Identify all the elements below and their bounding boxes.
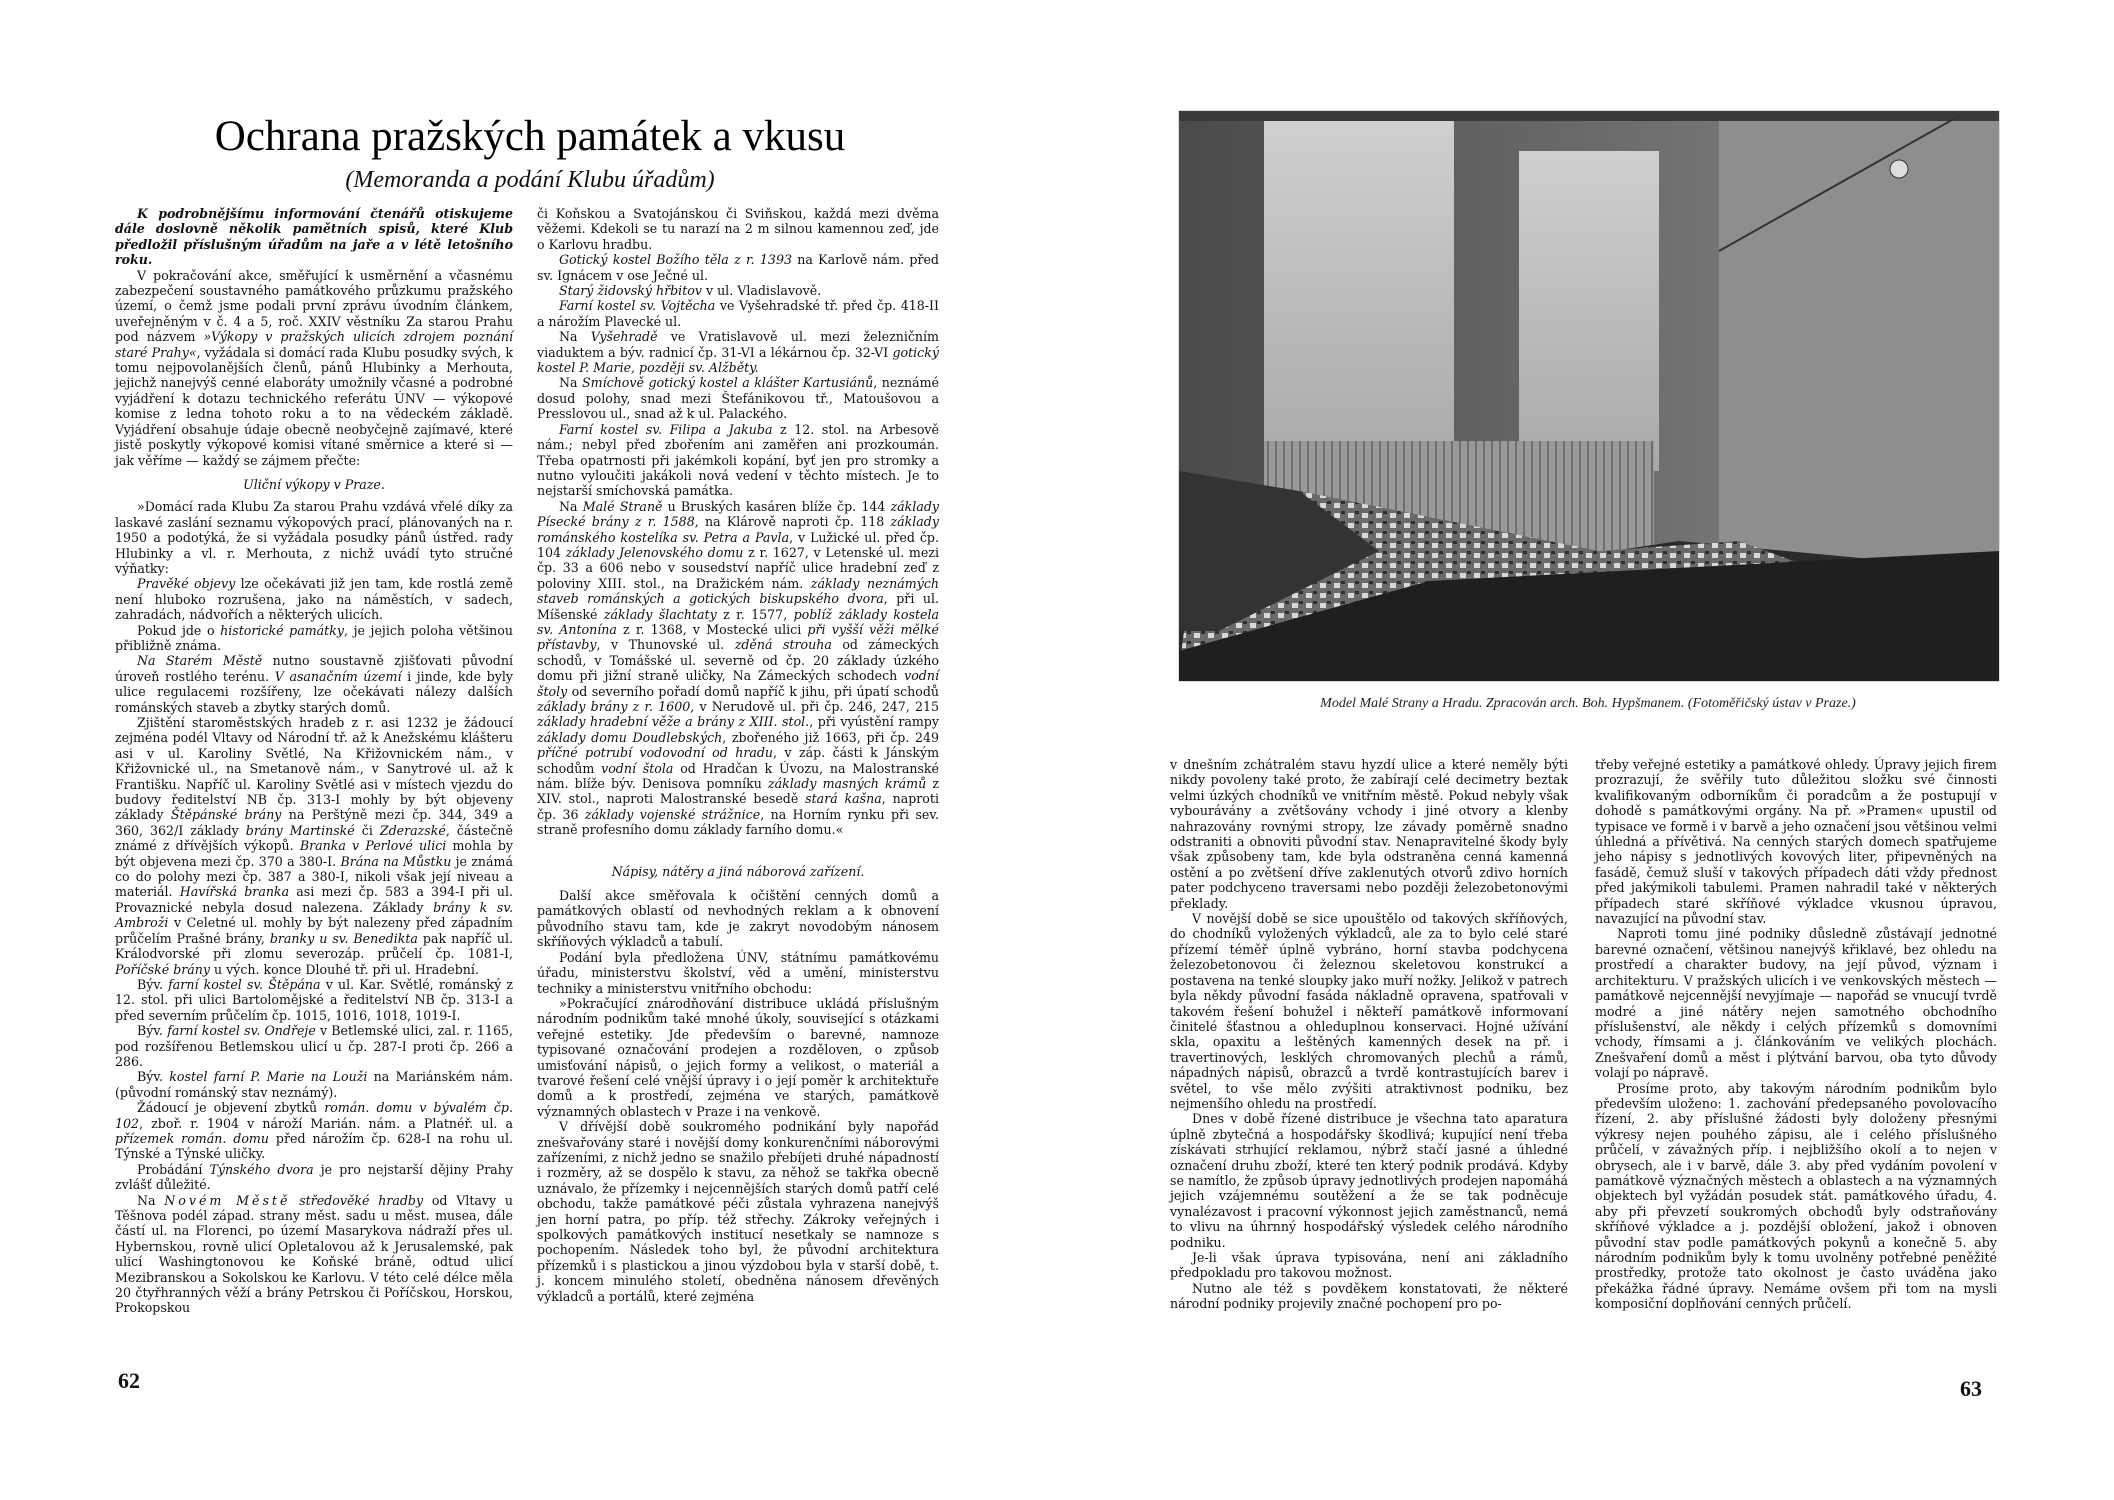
text-run: i jinde, kde byly ulice regulacemi rozšířeny, lze očekávati nálezy dalších románských staveb a zbytky starých domů. — [115, 668, 513, 715]
text-run: , neznámé dosud polohy, snad mezi Štefánikovou tř., Matoušovou a Presslovou ul., snad až k ul. Palackého. — [537, 375, 939, 422]
paragraph — [1595, 757, 1997, 926]
text-run: Prosíme proto, aby takovým národním podnikům bylo především uloženo: 1. zachování předepsaného povolovacího řízení, 2. aby příslušné žádosti byly doloženy přesnými výkresy nejen pouhého zápisu, ale i celého příslušného průčelí, v závažných příp. i nejbližšího okolí a to nejen v obrysech, ale i v barvě, dále 3. aby před vydáním povolení v památkově význačných městech a oblastech a na významných objektech byl vyžádán posudek stát. památkového úřadu, 4. aby při převzetí soukromých obchodů byly odstraňovány skříňové výkladce a j. pozdější obložení, jakož i obnoven původní stav podle památkových pokynů a konečně 5. aby národním podnikům byly k tomu uvolněny potřebné peněžité prostředky, protože tato okolnost je často uváděna jako překážka řádné úpravy. Nemáme ovšem při tom na mysli komposiční doplňování cenných průčelí. — [1595, 1080, 1997, 1312]
paragraph — [115, 268, 513, 468]
paragraph — [537, 422, 939, 499]
text-run: , zbořeného již 1663, při čp. 249 — [722, 729, 939, 745]
paragraph — [115, 977, 513, 1023]
text-run: na Karlově nám. před sv. Ignácem v ose Ječné ul. — [537, 252, 939, 283]
paragraph — [1170, 1250, 1568, 1281]
text-run: Uliční výkopy v Praze. — [243, 476, 385, 492]
italic-emphasis: Týnského dvora — [209, 1161, 314, 1177]
spaced-emphasis: Novém Městě — [164, 1192, 291, 1208]
text-run: »Domácí rada Klubu Za starou Prahu vzdává vřelé díky za laskavé zaslání seznamu výkopových prací, plánovaných na r. 1950 a podotýká, že si vyžádala posudky pánů ústřed. rady Hlubinky a vl. r. Merhouta, z nichž uvádí tyto stručné výňatky: — [115, 499, 513, 576]
text-run: Zjištění staroměstských hradeb z r. asi 1232 je žádoucí zejména podél Vltavy od Národní tř. až k Anežskému klášteru asi v ul. Karoliny Světlé, Na Křižovnickém nám., v Křižovnické ul., na Smetanově nám., v Sanytrové ul. až k Františku. Napříč ul. Karoliny Světlé asi v místech vjezdu do budovy ředitelství NB čp. 313-I mohly by být objeveny základy — [115, 715, 513, 823]
paragraph — [1170, 911, 1568, 1111]
italic-emphasis: základy masných krámů — [768, 776, 927, 792]
paragraph — [115, 653, 513, 715]
text-run: je pro nejstarší dějiny Prahy zvlášť důležité. — [115, 1161, 514, 1193]
section-heading — [537, 864, 939, 879]
text-run: ve Vyšehradské tř. před čp. 418-II a nárožím Plavecké ul. — [537, 298, 939, 329]
text-run: , zboř. r. 1904 v nároží Marián. nám. a Platnéř. ul. a — [139, 1115, 513, 1131]
text-run: Žádoucí je objevení zbytků — [137, 1100, 325, 1116]
text-run: , v Nerudově ul. při čp. 246, 247, 215 — [690, 699, 939, 714]
italic-emphasis: při vyšší věži mělké přístavby — [537, 621, 939, 653]
text-run: v dnešním zchátralém stavu hyzdí ulice a které neměly býti nikdy povoleny také proto, že zabírají celé decimetry beztak velmi úzkých chodníků ve vnitřním městě. Pokud nebyly však vybourávány a zvětšovány vchody i jiné otvory a klenby nahrazovány rovnými stropy, lze závady poměrně snadno odstraniti a obnoviti původní stav. Nenapravitelné škody byly však způsobeny tam, kde byla odstraněna cenná kamenná ostění a po zvětšení dříve zaklenutých otvorů zdivo horních pater podchyceno traversami nebo později železobetonovými překlady. — [1170, 757, 1568, 911]
text-run: na Mariánském nám. (původní románský stav neznámý). — [115, 1069, 513, 1100]
text-column-4 — [1595, 757, 1997, 1312]
paragraph — [1595, 1081, 1997, 1312]
text-run: Býv. — [137, 1023, 168, 1039]
text-run: na Perštýně mezi čp. 344, 349 a 360, 362/I základy — [115, 807, 513, 838]
italic-emphasis: Vyšehradě — [590, 329, 658, 345]
text-run: Na — [559, 498, 583, 514]
paragraph — [537, 996, 939, 1119]
text-run: Dnes v době řízené distribuce je všechna tato aparatura úplně zbytečná a hospodářsky škodlivá; kupující není třeba získávati strhující reklamou, nýbrž stačí jasné a úhledné označení druhu zboží, které ten který podnik prodává. Kdyby se namítlo, že způsob úpravy jednotlivých prodejen napomáhá jejich vzájemnému soutěžení a že se tak podněcuje vynalézavost i pracovní výkonnost jejich zaměstnanců, nemá to vlivu na úhrnný hospodářský výsledek celého národního podniku. — [1170, 1111, 1568, 1250]
italic-emphasis: farní kostel sv. Ondřeje — [167, 1023, 316, 1039]
text-run: od Hradčan k Úvozu, na Malostranské nám. blíže býv. Denisova pomníku — [537, 760, 940, 792]
paragraph — [1170, 1281, 1568, 1312]
italic-emphasis: základy domu Doudlebských — [537, 729, 723, 745]
text-run: V dřívější době soukromého podnikání byly napořád znešvařovány staré i novější domy konkurenčními náborovými zařízeními, z nichž jedno se snažilo přebíjeti druhé nápadností i rozměry, až se dospělo k stavu, za něhož se takřka obecně uznávalo, že přízemky i nejcennějších starých domů patří celé obchodu, takže památkové péči zůstala vyhrazena nanejvýš jen horní patra, po příp. též střechy. Zákroky veřejných i spolkových památkových institucí nesetkaly se namnoze s pochopením. Následek toho byl, že původní architektura přízemků i s plastickou a jinou výzdobou byla v starší době, t. j. koncem minulého století, obedněna nánosem dřevěných výkladců a portálů, které zejména — [537, 1119, 939, 1304]
paragraph — [537, 252, 939, 283]
text-run: od Vltavy u Těšnova podél západ. strany měst. sadu u měst. musea, dále částí ul. na Florenci, po území Masarykova nádraží přes ul. Hybernskou, rovně ulicí Opletalovou až k Jerusalemské, pak ulicí Washingtonovou ke Koňské bráně, odtud ulicí Mezibranskou a Sokolskou ke Karlovu. V této celé délce měla 20 čtyřhranných věží a brány Petrskou či Poříčskou, Horskou, Prokopskou — [115, 1192, 513, 1316]
text-run: V novější době se sice upouštělo od takových skříňových, do chodníků vyložených výkladců, ale za to bylo celé staré přízemí téměř úplně vybráno, horní stavba podchycena železobetonovou či železnou skeletovou konstrukcí a postavena na tenké sloupky jako muří nožky. Jelikož v patrech byla někdy původní fasáda nákladně opravena, spatřovali v takovém řešení bohužel i někteří památkově informovaní činitelé šťastnou a ohleduplnou konservaci. Hojné užívání skla, opaxitu a leštěných kamenných desek na př. i travertinových, lesklých chromovaných plechů a rámů, nápadných nápisů, obrazců a tvrdě kontrastujících barev i světel, to vše mělo zvýšiti atraktivnost podniku, bez nejmenšího ohledu na prostředí. — [1170, 911, 1568, 1111]
italic-emphasis: stará kašna — [805, 791, 882, 807]
page-number-right: 63 — [1960, 1376, 1982, 1401]
italic-emphasis: V asanačním území — [274, 668, 402, 684]
text-run: Podání byla předložena ÚNV, státnímu památkovému úřadu, ministerstvu školství, věd a umění, ministerstvu techniky a ministerstvu vnitřního obchodu: — [537, 949, 939, 996]
text-run: , v Thunovské ul. — [596, 637, 735, 653]
italic-emphasis: Poříčské brány — [115, 961, 211, 977]
section-heading — [115, 477, 513, 492]
italic-emphasis: základy brány z r. 1600 — [537, 699, 691, 714]
italic-emphasis: Branka v Perlové ulici — [299, 838, 447, 854]
text-run: »Pokračující znárodňování distribuce ukládá příslušným národním podnikům také mnohé úkoly, související s otázkami veřejné estetiky. Jde především o barevné, namnoze typisované označování prodejen a rozděloven, o způsob umisťování nápisů, o jejich formy a velikost, o materiál a tvarové řešení celé vnější úpravy i o její poměr k architektuře domů a k prostředí, zejména ve starých, památkově významných oblastech v Praze i na venkově. — [537, 995, 939, 1119]
italic-emphasis: Malé Straně — [582, 498, 663, 514]
paragraph — [115, 1069, 513, 1100]
text-run: z r. 1577, — [716, 606, 794, 622]
text-run: mohla by být objevena mezi čp. 370 a 380-I. — [115, 838, 514, 869]
italic-emphasis: román. domu v bývalém čp. 102 — [115, 1100, 513, 1131]
text-run: , v záp. části k Jánským schodům — [537, 745, 940, 776]
text-run: Býv. — [137, 1069, 170, 1085]
text-column-1 — [115, 206, 513, 1316]
text-run: nutno soustavně zjišťovati původní úroveň rostlého terénu. — [115, 653, 513, 684]
text-run: asi mezi čp. 583 a 394-I při ul. Provaznické nebyla dosud nalezena. Základy — [115, 884, 513, 915]
italic-emphasis: brány Martinské — [245, 822, 355, 838]
paragraph — [115, 1100, 513, 1162]
italic-emphasis: poblíž základy kostela sv. Antonína — [537, 606, 939, 637]
paragraph — [537, 206, 939, 252]
article-subtitle: (Memoranda a podání Klubu úřadům) — [345, 167, 715, 193]
text-run: z XIV. stol., naproti Malostranské besedě — [537, 776, 940, 807]
text-run: v ul. Vladislavově. — [701, 283, 822, 299]
italic-emphasis: brány k sv. Ambroži — [115, 899, 513, 931]
paragraph — [1170, 757, 1568, 911]
page-number-left: 62 — [118, 1368, 140, 1393]
paragraph — [115, 623, 513, 654]
text-run: Probádání — [137, 1161, 210, 1177]
text-run: v Betlemské ulici, zal. r. 1165, pod rozšířenou Betlemskou ulicí u čp. 287-I proti čp. 266 a 286. — [115, 1023, 513, 1069]
italic-emphasis: základy vojenské strážnice — [584, 806, 761, 822]
italic-emphasis: středověké hradby — [299, 1192, 424, 1208]
text-run: , při ul. Míšenské — [537, 591, 939, 622]
paragraph — [115, 1193, 513, 1316]
text-run: či Koňskou a Svatojánskou či Sviňskou, každá mezi dvěma věžemi. Kdekoli se tu narazí na 2 m silnou kamennou zeď, jde o Karlovu hradbu. — [537, 206, 939, 252]
paragraph — [115, 499, 513, 576]
italic-emphasis: historické památky — [220, 622, 344, 638]
italic-emphasis: Zderazské — [379, 822, 446, 838]
text-run: K podrobnějšímu informování čtenářů otiskujeme dále doslovně několik pamětních spisů, které Klub předložil příslušným úřadům na jaře a v létě letošního roku. — [115, 206, 513, 268]
italic-emphasis: základy hradební věže a brány z XIII. stol. — [537, 714, 810, 730]
paragraph — [537, 499, 939, 838]
text-run: z r. 1627, v Letenské ul. mezi čp. 33 a 606 nebo v sousedství napříč ulice hradební zeď z poloviny XIII. stol., na Dražickém nám. — [537, 544, 939, 591]
italic-emphasis: Havířská branka — [179, 884, 290, 900]
text-run: ve Vratislavově ul. mezi železničním viaduktem a býv. radnicí čp. 31-VI a lékárnou čp. 32-VI — [537, 329, 939, 360]
text-run: V pokračování akce, směřující k usměrnění a včasnému zabezpečení soustavného památkového průzkumu pražského území, o čemž jsme podali první zprávu úvodním článkem, uveřejněným v č. 4 a 5, roč. XXIV věstníku Za starou Prahu pod názvem — [115, 267, 513, 345]
italic-emphasis: příčné potrubí vodovodní od hradu — [537, 745, 774, 761]
paragraph — [537, 1119, 939, 1304]
article-title: Ochrana pražských památek a vkusu — [214, 113, 846, 160]
text-run: Nutno ale též s povděkem konstatovati, že některé národní podniky projevily značné pochopení pro po- — [1170, 1280, 1568, 1312]
italic-emphasis: Pravěké objevy — [137, 576, 236, 592]
paragraph — [537, 283, 939, 298]
text-run — [290, 1193, 299, 1208]
text-run: v ul. Kar. Světlé, románský z 12. stol. při ulici Bartolomějské a ředitelství NB čp. 313-I a před severním průčelím čp. 1015, 1016, 1018, 1019-I. — [115, 976, 513, 1023]
text-run: lze očekávati již jen tam, kde rostlá země není hluboko rozrušena, jako na náměstích, v sadech, zahradách, nádvořích a některých ulicích. — [115, 576, 513, 623]
italic-emphasis: Štěpánské brány — [170, 807, 282, 823]
text-run: u vých. konce Dlouhé tř. při ul. Hradební. — [210, 961, 479, 977]
paragraph — [537, 298, 939, 329]
text-run: je známá co do polohy mezi čp. 387 a 380-I, nikoli však její niveau a materiál. — [115, 853, 513, 900]
italic-emphasis: Farní kostel sv. Filipa a Jakuba — [559, 421, 773, 437]
text-run: , je jejich poloha většinou přibližně známa. — [115, 622, 513, 653]
text-run: , částečně známé z dřívějších výkopů. — [115, 822, 513, 854]
paragraph — [537, 375, 939, 421]
italic-emphasis: základy románského kostelíka sv. Petra a Pavla — [537, 514, 939, 545]
paragraph — [537, 950, 939, 996]
text-run: od severního pořadí domů napříč k jihu, při úpatí schodů — [567, 683, 939, 699]
text-run: Na — [137, 1192, 165, 1208]
text-run: Pokud jde o — [137, 622, 221, 638]
italic-emphasis: »Výkopy v pražských ulicích zdrojem poznání staré Prahy« — [115, 329, 513, 360]
italic-emphasis: farní kostel sv. Štěpána — [168, 976, 321, 992]
italic-emphasis: Starý židovský hřbitov — [559, 283, 702, 299]
text-run: , na Klárově naproti čp. 118 — [694, 514, 891, 530]
model-photograph — [1178, 110, 2000, 682]
text-run: Býv. — [137, 976, 169, 992]
text-run: u Bruských kasáren blíže čp. 144 — [662, 498, 891, 514]
italic-emphasis: základy Jelenovského domu — [565, 544, 744, 560]
text-run: Nápisy, nátěry a jiná náborová zařízení. — [611, 863, 865, 879]
text-run: , při vyústění rampy — [809, 714, 939, 730]
paragraph — [537, 329, 939, 375]
text-column-2 — [537, 206, 939, 1304]
italic-emphasis: Gotický kostel Božího těla z r. 1393 — [559, 252, 792, 268]
text-run: , vyžádala si domácí rada Klubu posudky svých, k tomu nejpovolanějších členů, pánů Hlubinky a Merhouta, jejichž nanejvýš cenné elaboráty umožnily včasné a podrobné vyjádření k dotazu technického referátu ÚNV — výkopové komise z ledna tohoto roku a to na vědeckém základě. Vyjádření obsahuje údaje obecně neobyčejně zajímavé, které jistě poskytly výkopové komisi vítané směrnice a které si — jak věříme — každý se zájmem přečte: — [115, 344, 513, 468]
italic-emphasis: vodní štoly — [537, 668, 939, 699]
photo-illustration — [1179, 111, 1999, 681]
italic-emphasis: Farní kostel sv. Vojtěcha — [559, 298, 716, 314]
italic-emphasis: Smíchově gotický kostel a klášter Kartusiánů — [582, 375, 874, 391]
italic-emphasis: základy Písecké brány z r. 1588 — [537, 498, 940, 530]
text-run: Naproti tomu jiné podniky důsledně zůstávají jednotné barevné označení, většinou nanejvýš křiklavé, bez ohledu na prostředí a charakter budovy, na její původ, význam i architekturu. V pražských ulicích i ve venkovských městech — památkově nejcennější nevyjímaje — napořád se vnucují tvrdě modré a jiné nátěry nejen samotného obchodního příslušenství, ale někdy i celých přízemků s domovními vchody, římsami a j. článkováním ve velikých plochách. Znešvaření domů a měst i plýtvání barvou, oba tyto důvody volají po nápravě. — [1595, 926, 1997, 1081]
italic-emphasis: kostel farní P. Marie na Louži — [169, 1069, 368, 1085]
paragraph — [1170, 1111, 1568, 1250]
italic-emphasis: Na Starém Městě — [137, 653, 263, 669]
photo-caption: Model Malé Strany a Hradu. Zpracován arch. Boh. Hypšmanem. (Fotoměřičský ústav v Praze.) — [1320, 696, 1856, 711]
paragraph — [115, 1162, 513, 1193]
italic-emphasis: Brána na Můstku — [340, 853, 452, 869]
text-run: , v Lužické ul. před čp. 104 — [537, 529, 939, 560]
paragraph — [537, 888, 939, 950]
text-run: z 12. stol. na Arbesově nám.; nebyl před zbořením ani zaměřen ani prozkoumán. Třeba opatrnosti při jakémkoli kopání, byť jen pro stromky a nutno vyloučiti jakákoli nová vedení v těchto místech. Je to nejstarší smíchovská památka. — [537, 421, 939, 499]
text-run: , naproti čp. 36 — [537, 791, 939, 822]
text-run: Na — [559, 375, 583, 391]
text-run: pak napříč ul. Králodvorské při zlomu severozáp. průčelí čp. 1081-I, — [115, 930, 514, 962]
italic-emphasis: branky u sv. Benedikta — [269, 930, 418, 946]
text-column-3 — [1170, 757, 1568, 1312]
italic-emphasis: gotický kostel P. Marie, později sv. Alžběty. — [537, 344, 939, 376]
text-run: v Celetné ul. mohly by být nalezeny před západním průčelím Prašné brány, — [115, 915, 513, 946]
text-run: z r. 1368, v Mostecké ulici — [616, 621, 808, 637]
text-run: od zámeckých schodů, v Tomášské ul. severně od čp. 20 základy úzkého domu při jižní straně uličky, Na Zámeckých schodech — [537, 637, 940, 684]
paragraph — [1595, 926, 1997, 1080]
italic-emphasis: základy šlachtaty — [603, 606, 717, 622]
italic-emphasis: základy neznámých staveb románských a gotických biskupského dvora — [537, 575, 939, 607]
text-run: před nárožím čp. 628-I na rohu ul. Týnské a Týnské uličky. — [115, 1130, 513, 1162]
lead-paragraph — [115, 206, 513, 268]
text-run: či — [354, 822, 380, 838]
italic-emphasis: zděná strouha — [734, 637, 832, 653]
text-run: Na — [559, 329, 591, 345]
paragraph — [115, 715, 513, 977]
text-run: Je-li však úprava typisována, není ani základního předpokladu pro takovou možnost. — [1170, 1250, 1568, 1281]
paragraph — [115, 576, 513, 622]
text-run: Další akce směřovala k očištění cenných domů a památkových oblastí od nevhodných reklam a k obnovení původního stavu tam, kde je zakryt novodobým nánosem skříňových výkladců a tabulí. — [537, 888, 939, 950]
text-run: , na Horním rynku při sev. straně profesního domu základy farního domu.« — [537, 806, 940, 838]
paragraph — [115, 1023, 513, 1069]
text-run: třeby veřejné estetiky a památkové ohledy. Úpravy jejich firem prozrazují, že svěřily tuto důležitou složku své činnosti kvalifikovaným odborníkům či poradcům a že postupují v dohodě s památkovými orgány. Na př. »Pramen« upustil od typisace ve formě i v barvě a jeho označení jsou většinou velmi úhledná a přívětivá. Na cenných starých domech spatřujeme jeho nápisy s jednotlivých kovových liter, připevněných na fasádě, čemuž sluší v takových případech dáti vždy přednost před jakýmikoli tabulemi. Pramen nahradil také v některých případech staré skříňové výkladce vkusnou úpravou, navazující na původní stav. — [1595, 757, 1997, 927]
italic-emphasis: přízemek román. domu — [115, 1130, 269, 1146]
italic-emphasis: vodní štola — [601, 760, 674, 776]
